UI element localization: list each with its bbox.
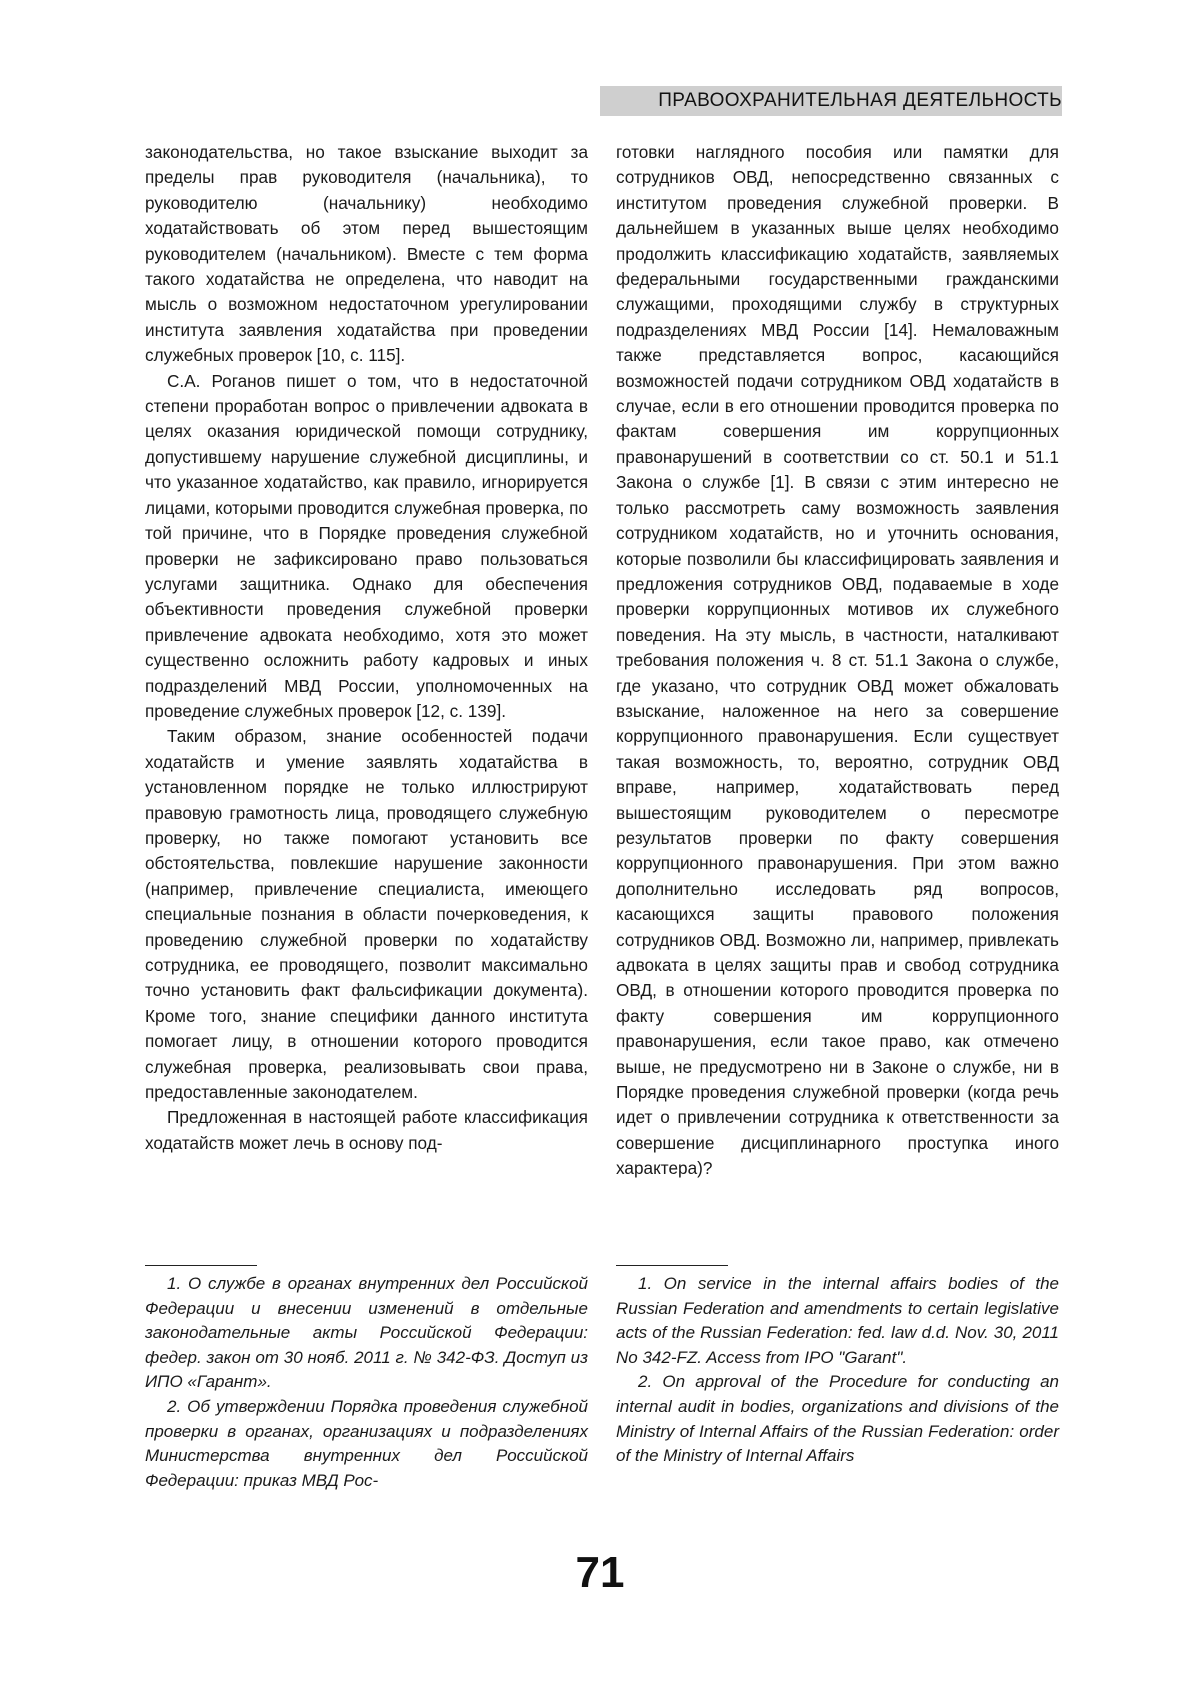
footnote: 1. On service in the internal affairs bodies of the Russian Federation and amendments to certain legislative acts of the Russian Federation: fed. law d.d. Nov. 30, 2011 No 342-FZ. Access from IPO "Garant". (616, 1274, 1059, 1367)
column-right (616, 140, 1059, 1182)
paragraph: готовки наглядного пособия или памятки для сотрудников ОВД, непосредственно связанных с институтом проведения служебной проверки. В дальнейшем в указанных выше целях необходимо продолжить классификацию ходатайств, заявляемых федеральными государственными гражданскими служащими, проходящими службу в структурных подразделениях МВД России [14]. Немаловажным также представляется вопрос, касающийся возможностей подачи сотрудником ОВД ходатайств в случае, если в его отношении проводится проверка по фактам совершения им коррупционных правонарушений в соответствии со ст. 50.1 и 51.1 Закона о службе [1]. В связи с этим интересно не только рассмотреть саму возможность заявления сотрудником ходатайств, но и уточнить основания, которые позволили бы классифицировать заявления и предложения сотрудников ОВД, подаваемые в ходе проверки коррупционных мотивов их служебного поведения. На эту мысль, в частности, наталкивают требования положения ч. 8 ст. 51.1 Закона о службе, где указано, что сотрудник ОВД может обжаловать взыскание, наложенное на него за совершение коррупционного правонарушения. Если существует такая возможность, то, вероятно, сотрудник ОВД вправе, например, ходатайствовать перед вышестоящим руководителем о пересмотре результатов проверки по факту совершения коррупционного правонарушения. При этом важно дополнительно исследовать ряд вопросов, касающихся защиты правового положения сотрудников ОВД. Возможно ли, например, привлекать адвоката в целях защиты прав и свобод сотрудника ОВД, в отношении которого проводится проверка по факту совершения им коррупционного правонарушения, если такое право, как отмечено выше, не предусмотрено ни в Законе о службе, ни в Порядке проведения служебной проверки (когда речь идет о привлечении сотрудника к ответственности за совершение дисциплинарного проступка иного характера)? (616, 142, 1059, 1179)
paragraph: С.А. Роганов пишет о том, что в недостаточной степени проработан вопрос о привлечении адвоката в целях оказания юридической помощи сотруднику, допустившему нарушение служебной дисциплины, и что указанное ходатайство, как правило, игнорируется лицами, которыми проводится служебная проверка, по той причине, что в Порядке проведения служебной проверки не зафиксировано право пользоваться услугами защитника. Однако для обеспечения объективности проведения служебной проверки привлечение адвоката необходимо, хотя это может существенно осложнить работу кадровых и иных подразделений МВД России, уполномоченных на проведение служебных проверок [12, с. 139]. (145, 370, 588, 721)
footnote-divider (616, 1265, 728, 1266)
footnotes-russian (145, 1272, 588, 1493)
footnotes-english (616, 1272, 1059, 1469)
page-number: 71 (575, 1548, 625, 1597)
footnote-divider (145, 1265, 257, 1266)
footnote: 1. О службе в органах внутренних дел Российской Федерации и внесении изменений в отдельные законодательные акты Российской Федерации: федер. закон от 30 нояб. 2011 г. № 342-ФЗ. Доступ из ИПО «Гарант». (145, 1274, 588, 1392)
running-header: ПРАВООХРАНИТЕЛЬНАЯ ДЕЯТЕЛЬНОСТЬ (658, 90, 1062, 111)
footnote: 2. Об утверждении Порядка проведения служебной проверки в органах, организациях и подразделениях Министерства внутренних дел Российской Федерации: приказ МВД Рос- (145, 1396, 588, 1490)
column-left (145, 140, 588, 1156)
paragraph: Таким образом, знание особенностей подачи ходатайств и умение заявлять ходатайства в установленном порядке не только иллюстрируют правовую грамотность лица, проводящего служебную проверку, но также помогают установить все обстоятельства, повлекшие нарушение законности (например, привлечение специалиста, имеющего специальные познания в области почерковедения, к проведению служебной проверки по ходатайству сотрудника, ее проводящего, позволит максимально точно установить факт фальсификации документа). Кроме того, знание специфики данного института помогает лицу, в отношении которого проводится служебная проверка, реализовывать свои права, предоставленные законодателем. (145, 726, 588, 1103)
paragraph: законодательства, но такое взыскание выходит за пределы прав руководителя (начальника), то руководителю (начальнику) необходимо ходатайствовать об этом перед вышестоящим руководителем (начальником). Вместе с тем форма такого ходатайства не определена, что наводит на мысль о возможном недостаточном урегулировании института заявления ходатайства при проведении служебных проверок [10, с. 115]. (145, 142, 588, 366)
footnote: 2. On approval of the Procedure for conducting an internal audit in bodies, organizations and divisions of the Ministry of Internal Affairs of the Russian Federation: order of the Ministry of Internal Affairs (616, 1372, 1059, 1466)
paragraph: Предложенная в настоящей работе классификация ходатайств может лечь в основу под- (145, 1107, 588, 1153)
